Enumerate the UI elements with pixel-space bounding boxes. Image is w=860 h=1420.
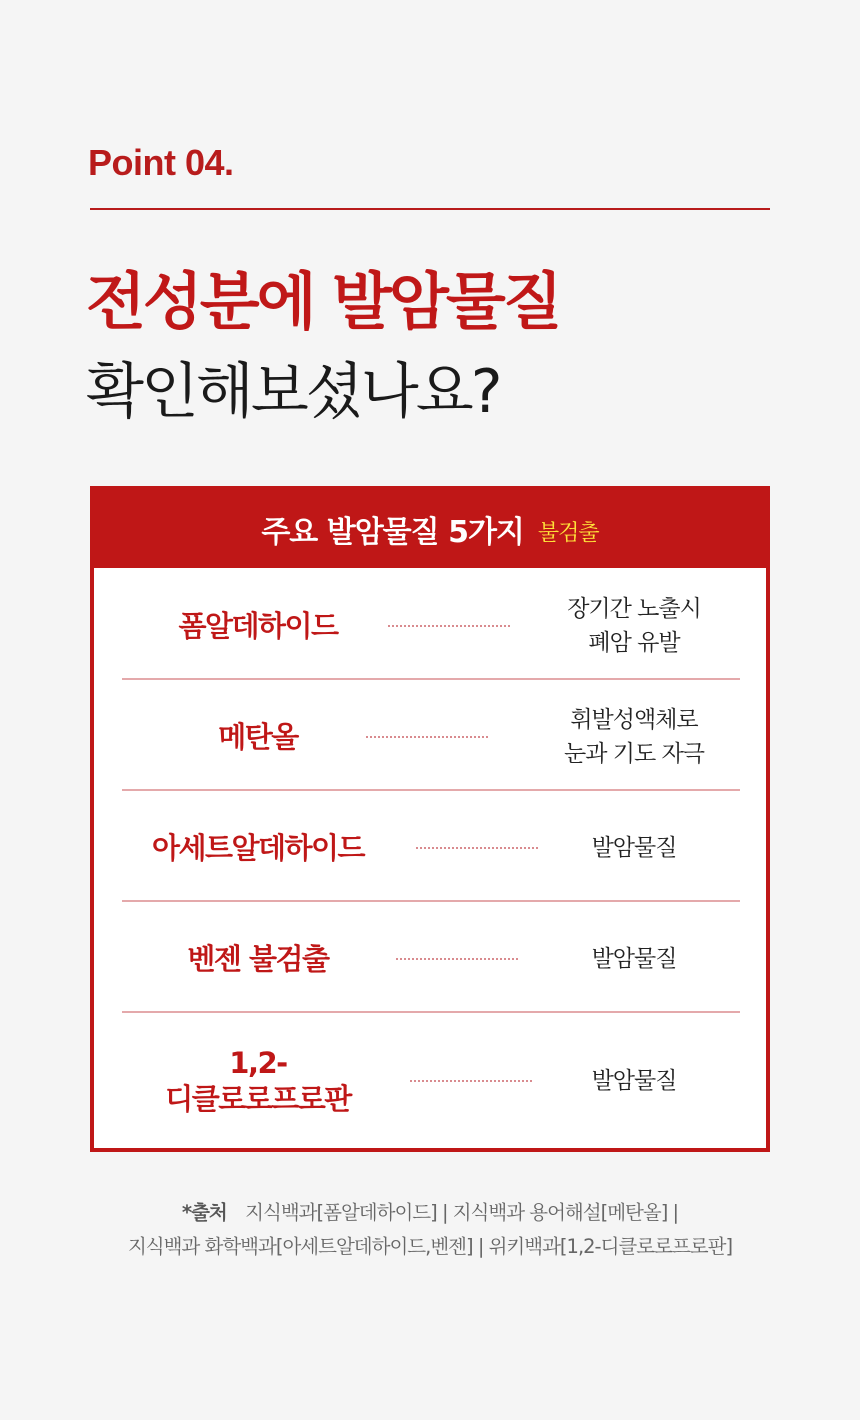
substance-effect: 휘발성액체로 눈과 기도 자극	[564, 706, 704, 767]
dotted-leader	[388, 625, 510, 627]
table-row	[122, 570, 740, 681]
source-line-1	[40, 1196, 820, 1230]
substance-effect: 발암물질	[591, 834, 677, 861]
divider	[90, 208, 770, 210]
row-divider	[122, 900, 740, 902]
table-title: 주요 발암물질 5가지	[261, 515, 524, 550]
substance-name: 벤젠 불검출	[187, 941, 329, 976]
table-row	[122, 681, 740, 792]
row-divider	[122, 678, 740, 680]
substance-effect: 장기간 노출시 폐암 유발	[567, 595, 701, 656]
dotted-leader	[396, 958, 518, 960]
table-row	[122, 903, 740, 1014]
source-text-2: 지식백과 화학백과[아세트알데하이드,벤젠] | 위키백과[1,2-디클로로프로판]	[127, 1235, 733, 1258]
point-label: Point 04.	[88, 142, 234, 183]
substance-effect: 발암물질	[591, 1068, 677, 1094]
source-label: *출처	[181, 1201, 227, 1224]
row-divider	[122, 789, 740, 791]
substance-name: 폼알데하이드	[178, 608, 338, 643]
table-header	[94, 490, 766, 568]
substance-name: 아세트알데하이드	[151, 830, 365, 865]
dotted-leader	[416, 847, 538, 849]
substance-name: 1,2- 디클로로프로판	[165, 1046, 351, 1116]
headline-line-1: 전성분에 발암물질	[86, 265, 560, 338]
substance-name: 메탄올	[218, 719, 298, 754]
table-row	[122, 1014, 740, 1148]
headline-line-2: 확인해보셨나요?	[86, 357, 500, 427]
table-row	[122, 792, 740, 903]
source-text-1: 지식백과[폼알데하이드] | 지식백과 용어해설[메탄올] |	[245, 1201, 679, 1224]
source-citations	[40, 1196, 820, 1264]
carcinogen-table	[90, 486, 770, 1152]
dotted-leader	[366, 736, 488, 738]
row-divider	[122, 1011, 740, 1013]
substance-effect: 발암물질	[591, 945, 677, 972]
dotted-leader	[410, 1080, 532, 1082]
not-detected-badge: 불검출	[537, 520, 599, 546]
